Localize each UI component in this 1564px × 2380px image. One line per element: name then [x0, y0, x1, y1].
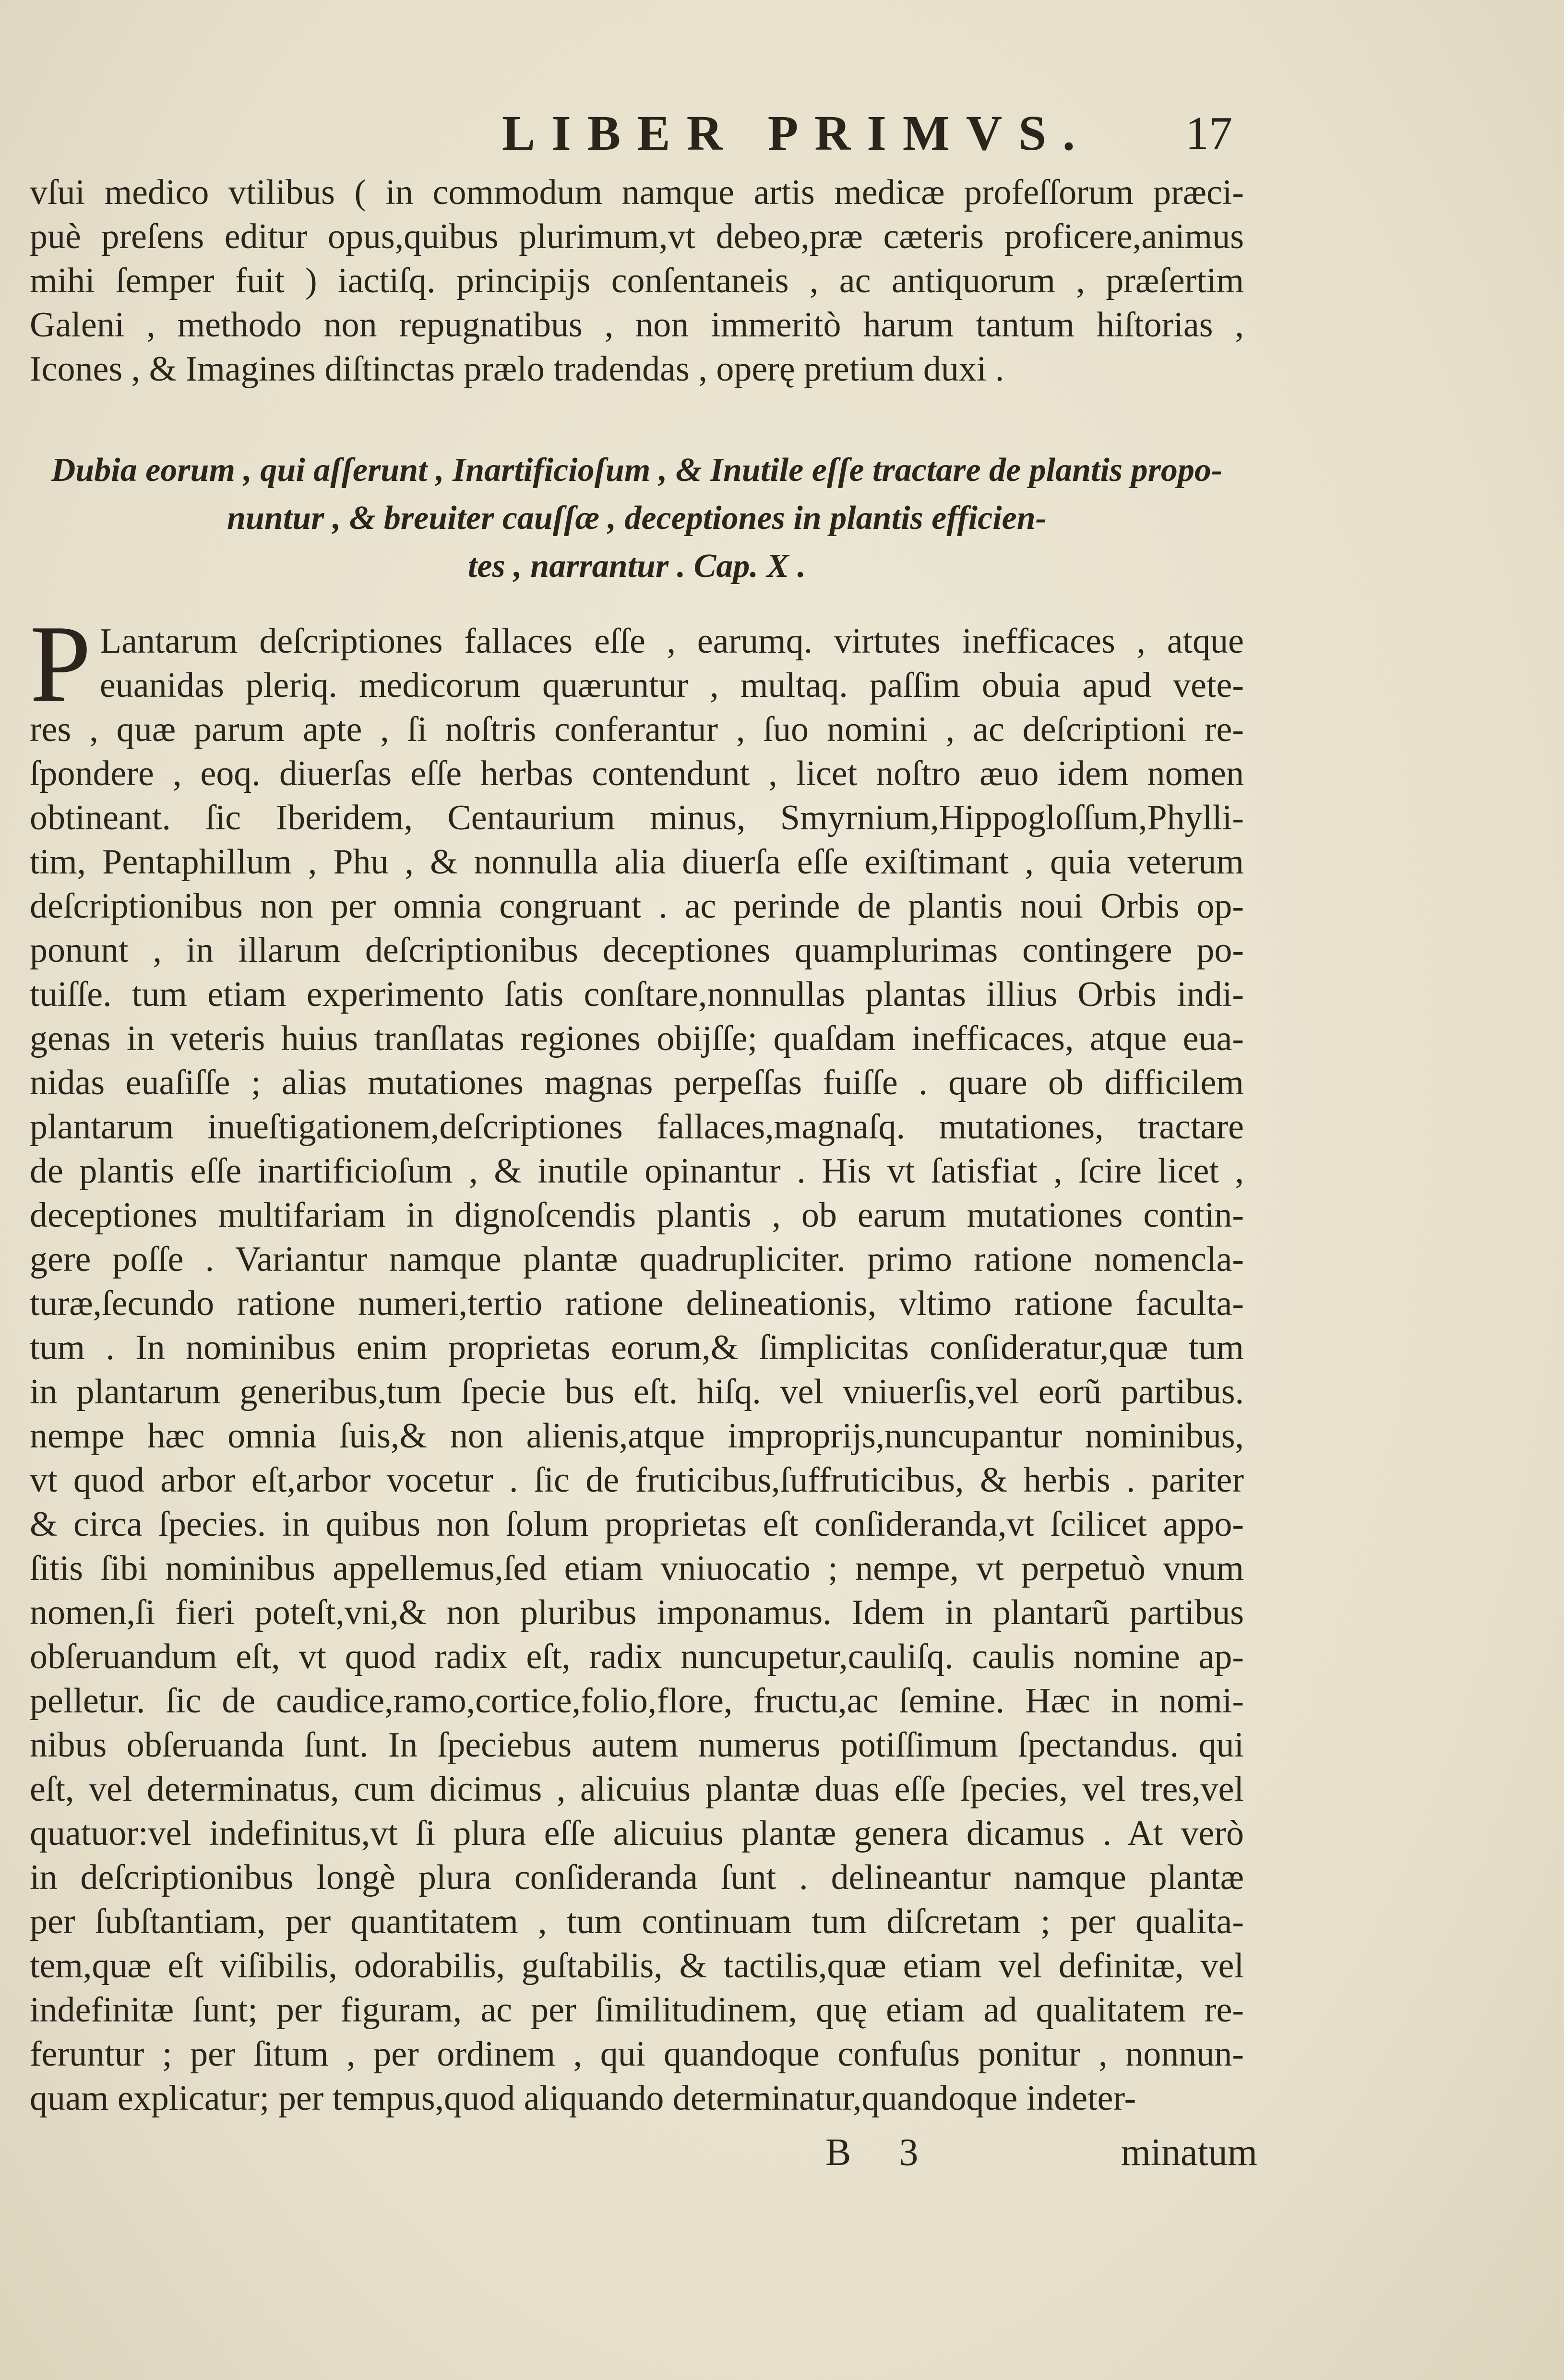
text-line: Galeni , methodo non repugnatibus , non immeritò harum tantum hiſtorias ,: [30, 305, 1244, 345]
chapter-lines: [30, 602, 1244, 2120]
text-line: vt quod arbor eſt,arbor vocetur . ſic de fruticibus,ſuffruticibus, & herbis . pariter: [30, 1460, 1244, 1500]
text-line: quam explicatur; per tempus,quod aliquando determinatur,quandoque indeter-: [30, 2079, 1136, 2118]
text-line: ponunt , in illarum deſcriptionibus deceptiones quamplurimas contingere po-: [30, 931, 1244, 970]
text-line: in plantarum generibus,tum ſpecie bus eſt. hiſq. vel vniuerſis,vel eorũ partibus.: [30, 1372, 1244, 1411]
text-line: nidas euaſiſſe ; alias mutationes magnas perpeſſas fuiſſe . quare ob difficilem: [30, 1063, 1244, 1102]
text-line: puè preſens editur opus,quibus plurimum,vt debeo,præ cæteris proficere,animus: [30, 217, 1244, 256]
text-line: obtineant. ſic Iberidem, Centaurium minus, Smyrnium,Hippogloſſum,Phylli-: [30, 798, 1244, 837]
text-line: feruntur ; per ſitum , per ordinem , qui quandoque confuſus ponitur , nonnun-: [30, 2034, 1244, 2074]
catchword: minatum: [1121, 2131, 1257, 2174]
text-line: per ſubſtantiam, per quantitatem , tum continuam tum diſcretam ; per qualita-: [30, 1902, 1244, 1941]
text-line: genas in veteris huius tranſlatas regiones obijſſe; quaſdam inefficaces, atque eua-: [30, 1019, 1244, 1058]
text-line: eſt, vel determinatus, cum dicimus , alicuius plantæ duas eſſe ſpecies, vel tres,vel: [30, 1770, 1244, 1809]
text-line: de plantis eſſe inartificioſum , & inutile opinantur . His vt ſatisfiat , ſcire licet ,: [30, 1151, 1244, 1191]
text-line: deceptiones multifariam in dignoſcendis plantis , ob earum mutationes contin-: [30, 1196, 1244, 1235]
text-line: Lantarum deſcriptiones fallaces eſſe , earumq. virtutes inefficaces , atque: [99, 622, 1244, 661]
running-head: LIBER PRIMVS.: [502, 106, 1091, 161]
heading-line: Dubia eorum , qui aſſerunt , Inartificioſum , & Inutile eſſe tractare de plantis propo-: [51, 452, 1223, 489]
drop-cap: P: [30, 602, 91, 725]
text-line: ſpondere , eoq. diuerſas eſſe herbas contendunt , licet noſtro æuo idem nomen: [30, 754, 1244, 793]
heading-line: nuntur , & breuiter cauſſæ , deceptiones in plantis efficien-: [227, 500, 1047, 537]
text-line: nomen,ſi fieri poteſt,vni,& non pluribus imponamus. Idem in plantarũ partibus: [30, 1593, 1244, 1632]
text-line: mihi ſemper fuit ) iactiſq. principijs conſentaneis , ac antiquorum , præſertim: [30, 261, 1244, 300]
text-line: turæ,ſecundo ratione numeri,tertio ratione delineationis, vltimo ratione faculta-: [30, 1284, 1244, 1323]
text-line: nibus obſeruanda ſunt. In ſpeciebus autem numerus potiſſimum ſpectandus. qui: [30, 1725, 1244, 1765]
text-line: nempe hæc omnia ſuis,& non alienis,atque improprijs,nuncupantur nominibus,: [30, 1416, 1244, 1456]
text-line: pelletur. ſic de caudice,ramo,cortice,folio,flore, fructu,ac ſemine. Hæc in nomi-: [30, 1681, 1244, 1721]
text-line: deſcriptionibus non per omnia congruant . ac perinde de plantis noui Orbis op-: [30, 886, 1244, 926]
chapter-body: [30, 602, 1244, 2120]
text-line: tuiſſe. tum etiam experimento ſatis conſtare,nonnullas plantas illius Orbis indi-: [30, 975, 1244, 1014]
text-line: indefinitæ ſunt; per figuram, ac per ſimilitudinem, quę etiam ad qualitatem re-: [30, 1990, 1244, 2030]
text-line: tum . In nominibus enim proprietas eorum,& ſimplicitas conſideratur,quæ tum: [30, 1328, 1244, 1367]
text-line: tem,quæ eſt viſibilis, odorabilis, guſtabilis, & tactilis,quæ etiam vel definitæ, vel: [30, 1946, 1244, 1985]
text-line: obſeruandum eſt, vt quod radix eſt, radix nuncupetur,cauliſq. caulis nomine ap-: [30, 1637, 1244, 1676]
text-line: res , quæ parum apte , ſi noſtris conferantur , ſuo nomini , ac deſcriptioni re-: [30, 710, 1244, 749]
text-line: Icones , & Imagines diſtinctas prælo tradendas , operę pretium duxi .: [30, 349, 1004, 389]
text-line: & circa ſpecies. in quibus non ſolum proprietas eſt conſideranda,vt ſcilicet appo-: [30, 1505, 1244, 1544]
text-line: ſitis ſibi nominibus appellemus,ſed etiam vniuocatio ; nempe, vt perpetuò vnum: [30, 1549, 1244, 1588]
heading-line: tes , narrantur . Cap. X .: [467, 548, 806, 585]
page-number: 17: [1185, 108, 1232, 159]
text-line: tim, Pentaphillum , Phu , & nonnulla alia diuerſa eſſe exiſtimant , quia veterum: [30, 842, 1244, 882]
text-line: gere poſſe . Variantur namque plantæ quadrupliciter. primo ratione nomencla-: [30, 1240, 1244, 1279]
chapter-heading: [30, 446, 1244, 590]
text-line: vſui medico vtilibus ( in commodum namque artis medicæ profeſſorum præci-: [30, 173, 1244, 212]
signature-mark: B 3: [825, 2131, 938, 2174]
text-line: euanidas pleriq. medicorum quæruntur , multaq. paſſim obuia apud vete-: [99, 666, 1244, 705]
intro-paragraph: [30, 170, 1244, 391]
page-footer: [825, 2131, 1257, 2179]
text-line: quatuor:vel indefinitus,vt ſi plura eſſe alicuius plantæ genera dicamus . At verò: [30, 1814, 1244, 1853]
text-line: in deſcriptionibus longè plura conſideranda ſunt . delineantur namque plantæ: [30, 1858, 1244, 1897]
text-line: plantarum inueſtigationem,deſcriptiones fallaces,magnaſq. mutationes, tractare: [30, 1107, 1244, 1147]
